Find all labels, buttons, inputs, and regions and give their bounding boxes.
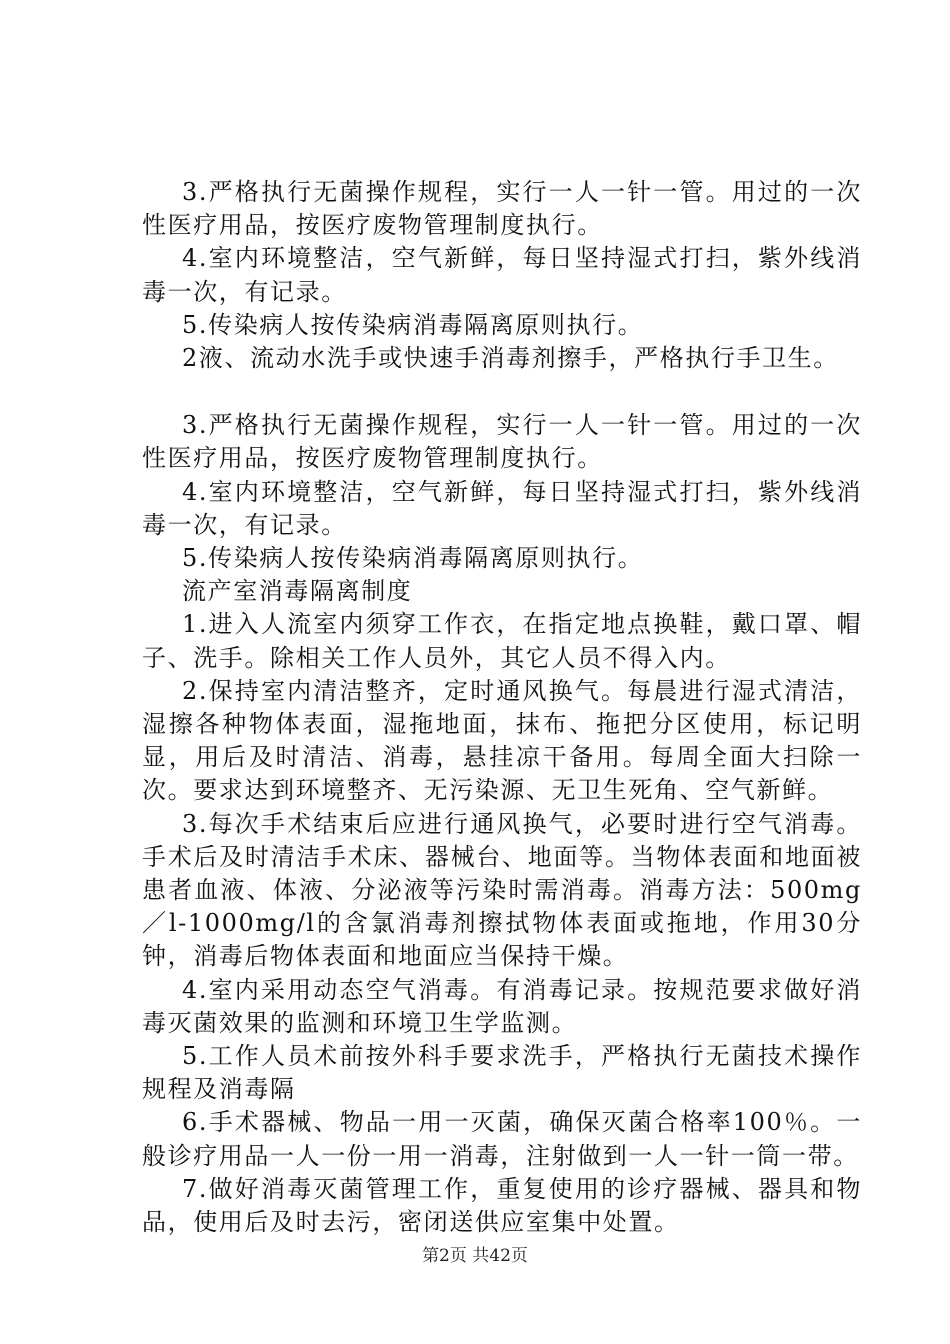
paragraph: 3.每次手术结束后应进行通风换气，必要时进行空气消毒。手术后及时清洁手术床、器械台、地面等。当物体表面和地面被患者血液、体液、分泌液等污染时需消毒。消毒方法：500mg／l-1000mg/l的含氯消毒剂擦拭物体表面或拖地，作用30分钟，消毒后物体表面和地面应当保持干燥。	[142, 809, 862, 971]
paragraph: 1.进入人流室内须穿工作衣，在指定地点换鞋，戴口罩、帽子、洗手。除相关工作人员外，其它人员不得入内。	[142, 610, 862, 672]
paragraph: 2.保持室内清洁整齐，定时通风换气。每晨进行湿式清洁，湿擦各种物体表面，湿拖地面，抹布、拖把分区使用，标记明显，用后及时清洁、消毒，悬挂凉干备用。每周全面大扫除一次。要求达到环境整齐、无污染源、无卫生死角、空气新鲜。	[142, 676, 862, 805]
paragraph: 4.室内环境整洁，空气新鲜，每日坚持湿式打扫，紫外线消毒一次，有记录。	[142, 477, 862, 539]
paragraph: 7.做好消毒灭菌管理工作，重复使用的诊疗器械、器具和物品，使用后及时去污，密闭送供应室集中处置。	[142, 1174, 862, 1237]
section-heading: 流产室消毒隔离制度	[182, 577, 413, 606]
paragraph: 6.手术器械、物品一用一灭菌，确保灭菌合格率100％。一般诊疗用品一人一份一用一消毒，注射做到一人一针一筒一带。	[142, 1108, 862, 1170]
page-footer: 第2页 共42页	[422, 1246, 528, 1266]
paragraph: 5.传染病人按传染病消毒隔离原则执行。	[182, 310, 644, 339]
paragraph: 5.传染病人按传染病消毒隔离原则执行。	[182, 544, 644, 573]
paragraph: 4.室内环境整洁，空气新鲜，每日坚持湿式打扫，紫外线消毒一次，有记录。	[142, 244, 862, 306]
document-body	[142, 176, 862, 1239]
paragraph: 5.工作人员术前按外科手要求洗手，严格执行无菌技术操作规程及消毒隔	[142, 1042, 862, 1104]
paragraph: 4.室内采用动态空气消毒。有消毒记录。按规范要求做好消毒灭菌效果的监测和环境卫生学监测。	[142, 975, 862, 1037]
paragraph: 3.严格执行无菌操作规程，实行一人一针一管。用过的一次性医疗用品，按医疗废物管理制度执行。	[142, 411, 862, 473]
paragraph-gap	[142, 375, 862, 409]
paragraph: 2液、流动水洗手或快速手消毒剂擦手，严格执行手卫生。	[182, 344, 839, 373]
paragraph: 3.严格执行无菌操作规程，实行一人一针一管。用过的一次性医疗用品，按医疗废物管理制度执行。	[142, 178, 862, 240]
